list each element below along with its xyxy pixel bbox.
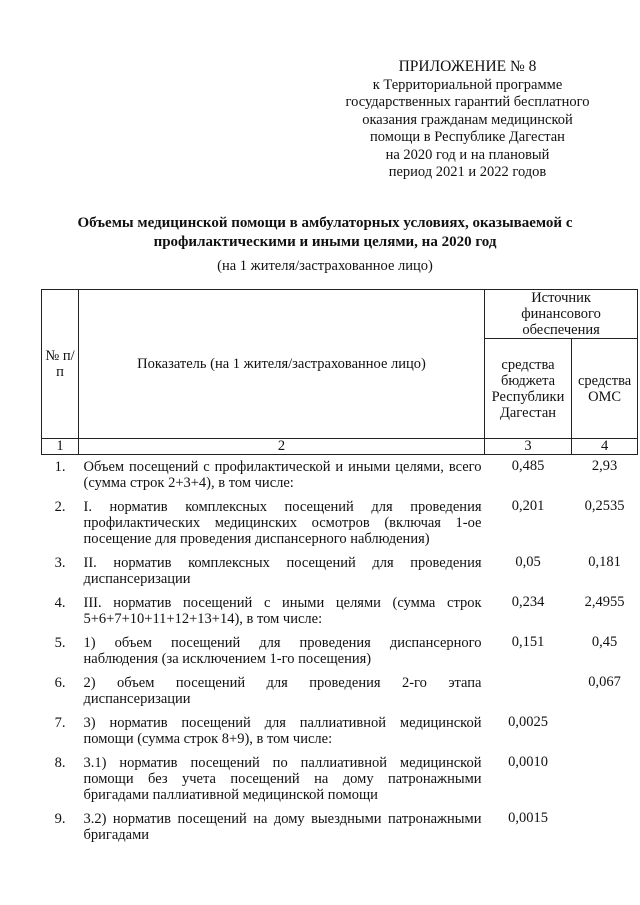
row-budget-value: 0,05 bbox=[515, 554, 541, 570]
row-number: 5. bbox=[54, 635, 66, 651]
row-number: 9. bbox=[54, 811, 66, 827]
row-oms-value bbox=[572, 751, 638, 807]
table-row bbox=[42, 631, 638, 671]
row-budget-value: 0,485 bbox=[511, 458, 545, 474]
appendix-line: помощи в Республике Дагестан bbox=[370, 129, 565, 145]
row-budget-value: 0,0025 bbox=[508, 714, 548, 730]
header-indicator: Показатель (на 1 жителя/застрахованное лицо) bbox=[79, 290, 485, 439]
row-number: 1. bbox=[54, 459, 66, 475]
document-title: Объемы медицинской помощи в амбулаторных условиях, оказываемой с профилактическими и иными целями, на 2020 год bbox=[77, 215, 573, 250]
appendix-header bbox=[330, 58, 605, 182]
column-number: 2 bbox=[79, 439, 485, 455]
row-text: I. норматив комплексных посещений для проведения профилактических медицинских осмотров (включая 1-ое посещение для проведения диспансерного наблюдения) bbox=[83, 499, 482, 547]
table-row bbox=[42, 751, 638, 807]
row-oms-value: 2,4955 bbox=[584, 594, 625, 610]
appendix-line: оказания гражданам медицинской bbox=[362, 111, 573, 128]
row-budget-value bbox=[485, 671, 572, 711]
row-oms-value: 0,45 bbox=[591, 634, 618, 650]
row-number: 7. bbox=[54, 715, 66, 731]
row-budget-value: 0,201 bbox=[511, 498, 545, 514]
row-oms-value: 2,93 bbox=[591, 458, 618, 474]
table-row bbox=[42, 711, 638, 751]
volumes-table bbox=[41, 289, 638, 847]
row-oms-value bbox=[572, 711, 638, 751]
row-oms-value: 0,067 bbox=[588, 674, 621, 690]
row-text: 3.1) норматив посещений по паллиативной медицинской помощи без учета посещений на дому патронажными бригадами паллиативной медицинской помощи bbox=[83, 755, 482, 803]
row-text: 3.2) норматив посещений на дому выездными патронажными бригадами bbox=[83, 811, 482, 843]
row-oms-value bbox=[572, 807, 638, 847]
row-number: 6. bbox=[54, 675, 66, 691]
header-num: № п/п bbox=[42, 290, 79, 439]
row-text: II. норматив комплексных посещений для проведения диспансеризации bbox=[83, 555, 482, 587]
row-text: 2) объем посещений для проведения 2-го этапа диспансеризации bbox=[83, 675, 482, 707]
header-source: Источник финансового обеспечения bbox=[485, 290, 638, 339]
table-row bbox=[42, 551, 638, 591]
row-number: 4. bbox=[54, 595, 66, 611]
document-subtitle: (на 1 жителя/застрахованное лицо) bbox=[217, 258, 433, 274]
header-oms: средства ОМС bbox=[572, 339, 638, 439]
table-row bbox=[42, 671, 638, 711]
table-row bbox=[42, 807, 638, 847]
column-number: 4 bbox=[572, 439, 638, 455]
appendix-line: государственных гарантий бесплатного bbox=[345, 94, 590, 110]
row-number: 2. bbox=[54, 499, 66, 515]
column-number: 3 bbox=[485, 439, 572, 455]
row-text: Объем посещений с профилактической и иными целями, всего (сумма строк 2+3+4), в том числе: bbox=[83, 459, 482, 491]
row-number: 3. bbox=[54, 555, 66, 571]
column-number: 1 bbox=[42, 439, 79, 455]
row-text: 1) объем посещений для проведения диспансерного наблюдения (за исключением 1-го посещения) bbox=[83, 635, 482, 667]
row-budget-value: 0,234 bbox=[511, 594, 545, 610]
row-oms-value: 0,181 bbox=[588, 554, 621, 570]
row-budget-value: 0,0015 bbox=[508, 810, 548, 826]
table-row bbox=[42, 591, 638, 631]
row-oms-value: 0,2535 bbox=[584, 498, 625, 514]
row-text: 3) норматив посещений для паллиативной медицинской помощи (сумма строк 8+9), в том числе: bbox=[83, 715, 482, 747]
appendix-line: на 2020 год и на плановый bbox=[385, 146, 550, 163]
appendix-heading: ПРИЛОЖЕНИЕ № 8 bbox=[398, 58, 537, 75]
row-budget-value: 0,0010 bbox=[508, 754, 548, 770]
table-row bbox=[42, 495, 638, 551]
row-text: III. норматив посещений с иными целями (сумма строк 5+6+7+10+11+12+13+14), в том числе: bbox=[83, 595, 482, 627]
row-number: 8. bbox=[54, 755, 66, 771]
header-budget: средства бюджета Республики Дагестан bbox=[485, 339, 572, 439]
table-row bbox=[42, 455, 638, 496]
appendix-line: к Территориальной программе bbox=[372, 76, 563, 93]
row-budget-value: 0,151 bbox=[511, 634, 545, 650]
appendix-line: период 2021 и 2022 годов bbox=[388, 164, 547, 180]
